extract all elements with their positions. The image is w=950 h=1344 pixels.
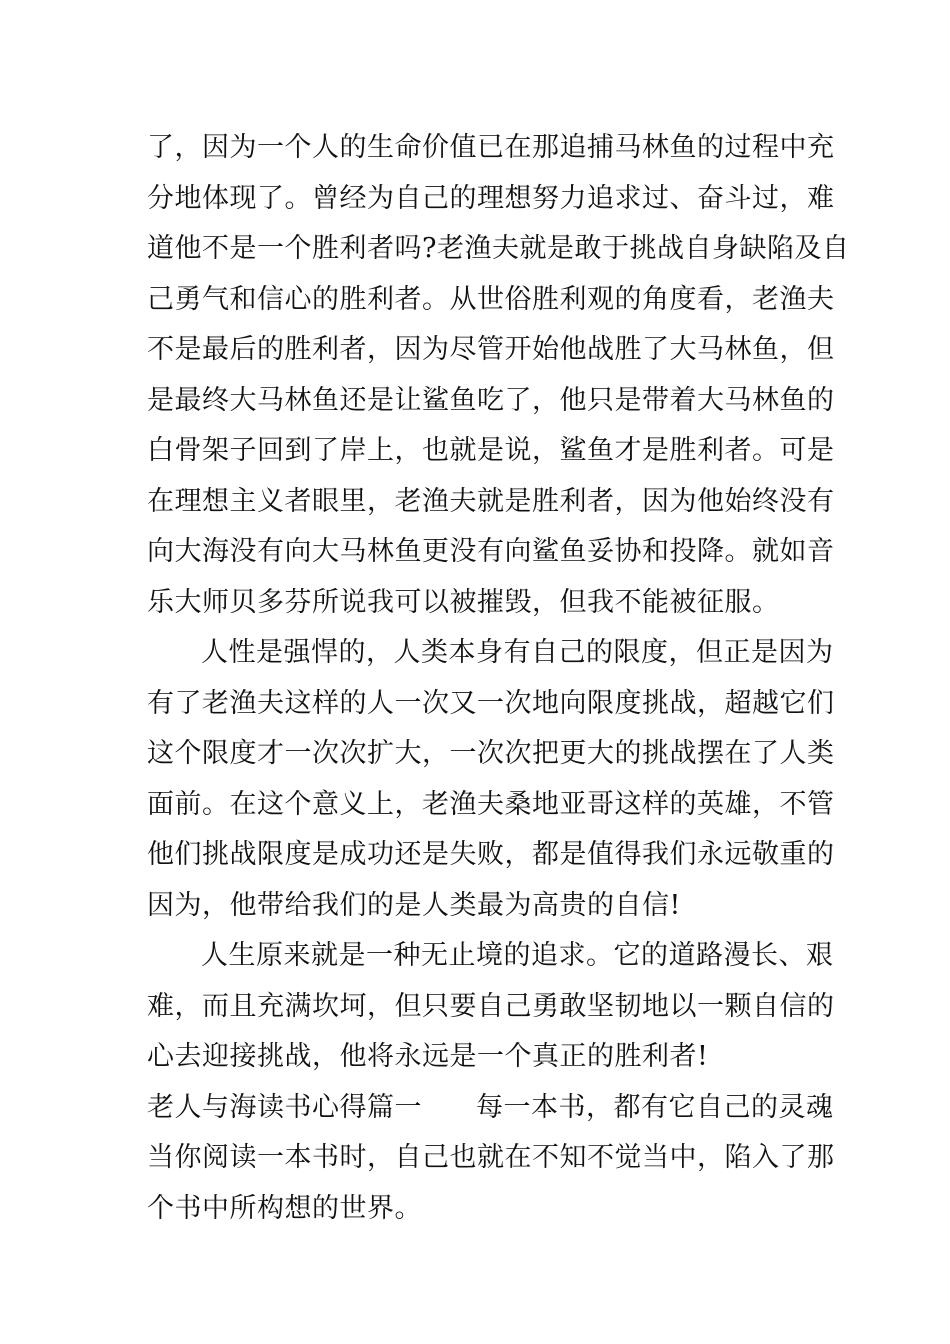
text-line: 个书中所构想的世界。 — [147, 1192, 422, 1224]
text-line: 向大海没有向大马林鱼更没有向鲨鱼妥协和投降。就如音 — [147, 536, 835, 567]
text-line: 不是最后的胜利者，因为尽管开始他战胜了大马林鱼，但 — [147, 334, 835, 365]
text-line: 人生原来就是一种无止境的追求。它的道路漫长、艰 — [201, 940, 834, 971]
text-line: 了，因为一个人的生命价值已在那追捕马林鱼的过程中充 — [147, 132, 835, 163]
text-line: 白骨架子回到了岸上，也就是说，鲨鱼才是胜利者。可是 — [147, 435, 835, 466]
heading-line — [147, 1083, 834, 1134]
text-line: 心去迎接挑战，他将永远是一个真正的胜利者! — [147, 1041, 709, 1072]
section-heading: 老人与海读书心得篇一 — [147, 1091, 422, 1123]
text-line: 有了老渔夫这样的人一次又一次地向限度挑战，超越它们 — [147, 687, 835, 719]
paragraph-3 — [147, 931, 835, 1083]
text-line: 己勇气和信心的胜利者。从世俗胜利观的角度看，老渔夫 — [147, 283, 835, 315]
text-line: 道他不是一个胜利者吗?老渔夫就是敢于挑战自身缺陷及自 — [147, 233, 850, 264]
document-body — [147, 123, 850, 1234]
text-line: 每一本书，都有它自己的灵魂 — [476, 1091, 834, 1123]
text-line: 难，而且充满坎坷，但只要自己勇敢坚韧地以一颗自信的 — [147, 990, 835, 1022]
text-line: 当你阅读一本书时，自己也就在不知不觉当中，陷入了那 — [147, 1142, 835, 1173]
paragraph-1 — [147, 123, 850, 628]
paragraph-2 — [147, 628, 835, 931]
paragraph-4 — [147, 1083, 835, 1235]
text-line: 分地体现了。曾经为自己的理想努力追求过、奋斗过，难 — [147, 182, 835, 214]
text-line: 人性是强悍的，人类本身有自己的限度，但正是因为 — [201, 637, 834, 668]
text-line: 他们挑战限度是成功还是失败，都是值得我们永远敬重的 — [147, 839, 835, 870]
text-line: 因为，他带给我们的是人类最为高贵的自信! — [147, 889, 681, 921]
text-line: 面前。在这个意义上，老渔夫桑地亚哥这样的英雄，不管 — [147, 788, 835, 820]
text-line: 乐大师贝多芬所说我可以被摧毁，但我不能被征服。 — [147, 586, 780, 618]
text-line: 在理想主义者眼里，老渔夫就是胜利者，因为他始终没有 — [147, 485, 835, 517]
text-line: 这个限度才一次次扩大，一次次把更大的挑战摆在了人类 — [147, 738, 835, 769]
text-line: 是最终大马林鱼还是让鲨鱼吃了，他只是带着大马林鱼的 — [147, 384, 835, 416]
